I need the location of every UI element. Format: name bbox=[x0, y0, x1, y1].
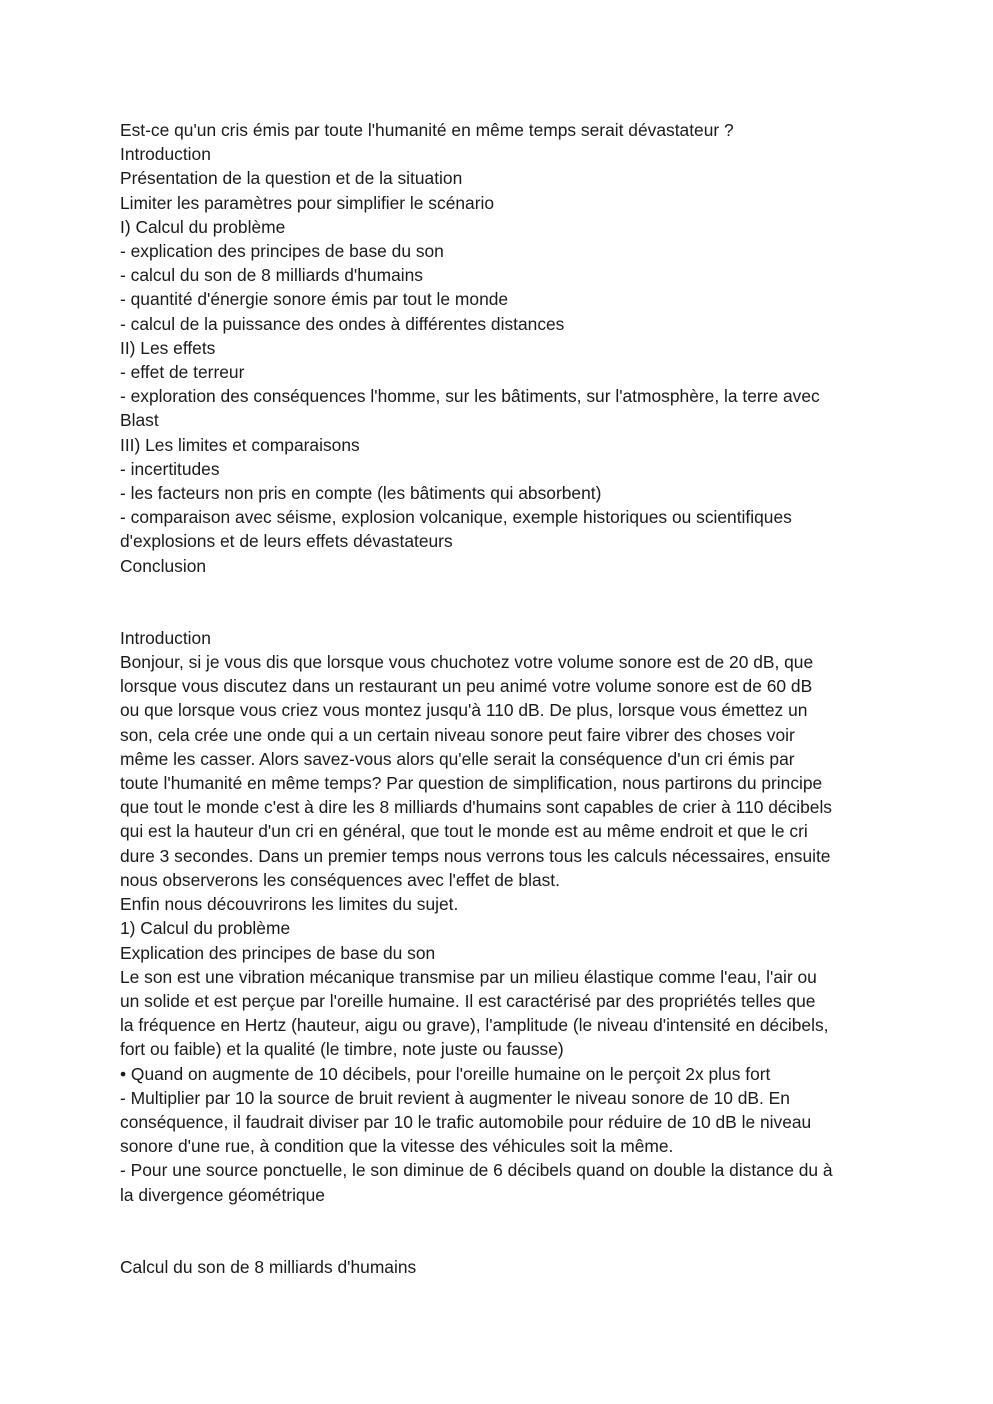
calculation-section bbox=[120, 916, 880, 1206]
body-line: que tout le monde c'est à dire les 8 milliards d'humains sont capables de crier à 110 décibels bbox=[120, 797, 832, 818]
section-spacer bbox=[120, 578, 880, 626]
outline-line: - explication des principes de base du son bbox=[120, 241, 444, 262]
outline-line: Présentation de la question et de la situation bbox=[120, 168, 463, 189]
bullet-line: • Quand on augmente de 10 décibels, pour l'oreille humaine on le perçoit 2x plus fort bbox=[120, 1063, 771, 1084]
outline-line: - les facteurs non pris en compte (les bâtiments qui absorbent) bbox=[120, 483, 602, 504]
outline-line: - exploration des conséquences l'homme, sur les bâtiments, sur l'atmosphère, la terre avec bbox=[120, 386, 820, 407]
body-line: un solide et est perçue par l'oreille humaine. Il est caractérisé par des propriétés telles que bbox=[120, 990, 816, 1011]
body-line: Bonjour, si je vous dis que lorsque vous chuchotez votre volume sonore est de 20 dB, que bbox=[120, 652, 814, 673]
section-spacer bbox=[120, 1207, 880, 1255]
outline-line: - quantité d'énergie sonore émis par tout le monde bbox=[120, 289, 509, 310]
outline-line: II) Les effets bbox=[120, 337, 216, 358]
outline-line: - effet de terreur bbox=[120, 362, 245, 383]
outline-line: I) Calcul du problème bbox=[120, 216, 286, 237]
body-line: qui est la hauteur d'un cri en général, que tout le monde est au même endroit et que le cri bbox=[120, 821, 808, 842]
document-page bbox=[120, 118, 880, 1279]
body-line: même les casser. Alors savez-vous alors qu'elle serait la conséquence d'un cri émis par bbox=[120, 748, 795, 769]
outline-line: - incertitudes bbox=[120, 458, 220, 479]
body-line: sonore d'une rue, à condition que la vitesse des véhicules soit la même. bbox=[120, 1136, 674, 1157]
subsection-heading: Calcul du son de 8 milliards d'humains bbox=[120, 1256, 417, 1277]
outline-line: Blast bbox=[120, 410, 159, 431]
body-line: conséquence, il faudrait diviser par 10 le trafic automobile pour réduire de 10 dB le niveau bbox=[120, 1111, 812, 1132]
outline-line: III) Les limites et comparaisons bbox=[120, 434, 360, 455]
section-heading: 1) Calcul du problème bbox=[120, 918, 291, 939]
outline-line: Introduction bbox=[120, 144, 211, 165]
body-line: la fréquence en Hertz (hauteur, aigu ou grave), l'amplitude (le niveau d'intensité en décibels, bbox=[120, 1015, 829, 1036]
subsection-heading: Explication des principes de base du son bbox=[120, 942, 436, 963]
outline-line: - calcul de la puissance des ondes à différentes distances bbox=[120, 313, 565, 334]
body-line: dure 3 secondes. Dans un premier temps nous verrons tous les calculs nécessaires, ensuite bbox=[120, 845, 831, 866]
outline-line: - calcul du son de 8 milliards d'humains bbox=[120, 265, 423, 286]
body-line: ou que lorsque vous criez vous montez jusqu'à 110 dB. De plus, lorsque vous émettez un bbox=[120, 700, 808, 721]
body-line: - Pour une source ponctuelle, le son diminue de 6 décibels quand on double la distance du à bbox=[120, 1160, 833, 1181]
body-line: fort ou faible) et la qualité (le timbre, note juste ou fausse) bbox=[120, 1039, 564, 1060]
introduction-section bbox=[120, 626, 880, 916]
outline-list bbox=[120, 142, 880, 578]
outline-line: Limiter les paramètres pour simplifier le scénario bbox=[120, 192, 495, 213]
body-line: toute l'humanité en même temps? Par question de simplification, nous partirons du principe bbox=[120, 773, 823, 794]
body-line: lorsque vous discutez dans un restaurant un peu animé votre volume sonore est de 60 dB bbox=[120, 676, 813, 697]
body-line: Enfin nous découvrirons les limites du sujet. bbox=[120, 894, 459, 915]
outline-line: Conclusion bbox=[120, 555, 207, 576]
body-line: son, cela crée une onde qui a un certain niveau sonore peut faire vibrer des choses voir bbox=[120, 724, 795, 745]
body-line: Le son est une vibration mécanique transmise par un milieu élastique comme l'eau, l'air ou bbox=[120, 966, 817, 987]
body-line: - Multiplier par 10 la source de bruit revient à augmenter le niveau sonore de 10 dB. En bbox=[120, 1087, 790, 1108]
body-line: nous observerons les conséquences avec l'effet de blast. bbox=[120, 869, 560, 890]
document-title: Est-ce qu'un cris émis par toute l'humanité en même temps serait dévastateur ? bbox=[120, 120, 734, 140]
outline-line: d'explosions et de leurs effets dévastateurs bbox=[120, 531, 453, 552]
outline-line: - comparaison avec séisme, explosion volcanique, exemple historiques ou scientifiques bbox=[120, 507, 792, 528]
section-heading: Introduction bbox=[120, 627, 211, 648]
body-line: la divergence géométrique bbox=[120, 1184, 325, 1205]
